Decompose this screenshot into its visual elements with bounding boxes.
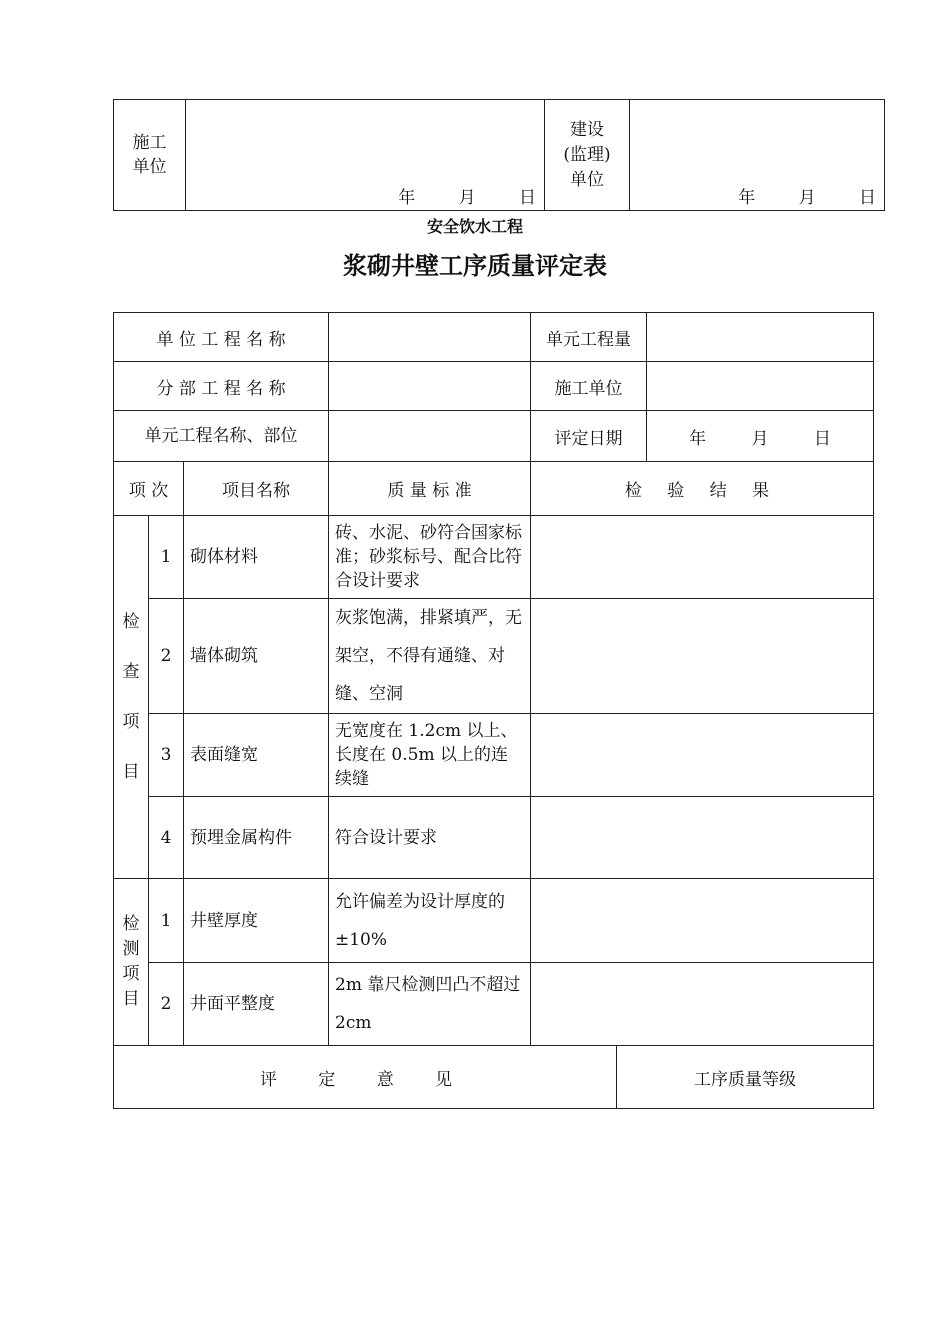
col-header-inspection-result: 检 验 结 果 (531, 462, 874, 516)
construction-unit-label-line: 施工 (132, 133, 167, 153)
construction-unit-label: 施工单位 (531, 362, 647, 411)
check-item-name-text: 砌体材料 (190, 547, 258, 567)
check-item-standard (329, 599, 531, 714)
check-item-name-text: 预埋金属构件 (190, 827, 292, 848)
detect-item-result[interactable] (531, 879, 874, 963)
check-item-no: 4 (149, 797, 184, 879)
check-item-standard-text: 灰浆饱满，排紧填严，无架空，不得有通缝、对缝、空洞 (335, 608, 522, 704)
element-project-name-text: 单元工程名称、部位 (144, 426, 298, 446)
eval-date-month: 月 (751, 428, 769, 449)
builder-unit-sign-cell[interactable] (630, 100, 885, 211)
check-item-result[interactable] (531, 714, 874, 797)
detect-item-standard-text: 允许偏差为设计厚度的±10% (335, 891, 505, 950)
evaluation-opinion-label: 评 定 意 见 (114, 1046, 617, 1109)
construction-unit-label-line: 单位 (132, 157, 167, 177)
check-group-label (114, 516, 149, 879)
col-header-item-name: 项目名称 (184, 462, 329, 516)
check-item-no: 2 (149, 599, 184, 714)
construction-unit-label-cell (114, 100, 186, 211)
unit-quantity-value[interactable] (647, 313, 874, 362)
eval-date-day: 日 (813, 428, 831, 449)
detect-item-standard (329, 879, 531, 963)
element-project-name-label (114, 411, 329, 462)
check-item-no: 3 (149, 714, 184, 797)
date-day-label: 日 (859, 188, 876, 208)
detect-group-char: 目 (122, 989, 140, 1009)
detect-item-no: 1 (149, 879, 184, 963)
check-item-name-text: 墙体砌筑 (190, 646, 258, 666)
unit-quantity-label: 单元工程量 (531, 313, 647, 362)
detect-item-standard (329, 963, 531, 1046)
process-quality-grade-label: 工序质量等级 (617, 1046, 874, 1109)
date-day-label: 日 (519, 188, 536, 208)
date-year-label: 年 (398, 188, 416, 208)
division-project-name-label: 分 部 工 程 名 称 (114, 362, 329, 411)
date-month-label: 月 (458, 188, 476, 208)
form-title: 浆砌井壁工序质量评定表 (343, 252, 607, 280)
check-group-char: 检 (122, 612, 140, 632)
eval-date-label: 评定日期 (531, 411, 647, 462)
eval-date-year: 年 (689, 428, 707, 449)
form-subtitle: 安全饮水工程 (426, 217, 523, 236)
eval-date-value[interactable] (647, 411, 874, 462)
check-item-result[interactable] (531, 797, 874, 879)
date-year-label: 年 (738, 188, 756, 208)
detect-group-char: 测 (122, 939, 140, 959)
detect-item-name-text: 井面平整度 (190, 994, 275, 1014)
check-item-name (184, 516, 329, 599)
date-month-label: 月 (798, 188, 816, 208)
builder-unit-date (700, 183, 884, 208)
check-item-name (184, 714, 329, 797)
check-item-standard-text: 砖、水泥、砂符合国家标准；砂浆标号、配合比符合设计要求 (335, 523, 522, 591)
construction-unit-value[interactable] (647, 362, 874, 411)
check-item-name (184, 599, 329, 714)
check-group-char: 目 (122, 762, 140, 782)
detect-item-result[interactable] (531, 963, 874, 1046)
unit-project-name-value[interactable] (329, 313, 531, 362)
builder-unit-label-cell (545, 100, 630, 211)
check-item-no: 1 (149, 516, 184, 599)
division-project-name-value[interactable] (329, 362, 531, 411)
col-header-item-no: 项 次 (114, 462, 184, 516)
check-item-name (184, 797, 329, 879)
detect-item-no: 2 (149, 963, 184, 1046)
check-item-standard-text: 无宽度在 1.2cm 以上、长度在 0.5m 以上的连续缝 (335, 721, 518, 789)
check-item-result[interactable] (531, 599, 874, 714)
detect-item-name (184, 963, 329, 1046)
detect-item-name-text: 井壁厚度 (190, 910, 258, 931)
detect-group-char: 项 (122, 964, 140, 984)
signature-table (113, 99, 885, 211)
builder-unit-label-line: 单位 (570, 169, 604, 190)
detect-item-name (184, 879, 329, 963)
construction-unit-date (360, 183, 544, 208)
element-project-name-value[interactable] (329, 411, 531, 462)
check-item-standard (329, 714, 531, 797)
check-item-result[interactable] (531, 516, 874, 599)
check-group-char: 项 (122, 712, 140, 732)
detect-item-standard-text: 2m 靠尺检测凹凸不超过 2cm (335, 975, 521, 1033)
construction-unit-sign-cell[interactable] (186, 100, 545, 211)
check-group-char: 查 (122, 662, 140, 682)
evaluation-table (113, 312, 874, 1109)
builder-unit-label-line: (监理) (563, 144, 611, 165)
detect-group-label (114, 879, 149, 1046)
unit-project-name-label: 单 位 工 程 名 称 (114, 313, 329, 362)
detect-group-char: 检 (122, 914, 140, 934)
col-header-quality-standard: 质 量 标 准 (329, 462, 531, 516)
check-item-standard (329, 516, 531, 599)
check-item-standard-text: 符合设计要求 (335, 827, 437, 848)
builder-unit-label-line: 建设 (570, 119, 604, 140)
check-item-name-text: 表面缝宽 (190, 745, 258, 765)
check-item-standard (329, 797, 531, 879)
